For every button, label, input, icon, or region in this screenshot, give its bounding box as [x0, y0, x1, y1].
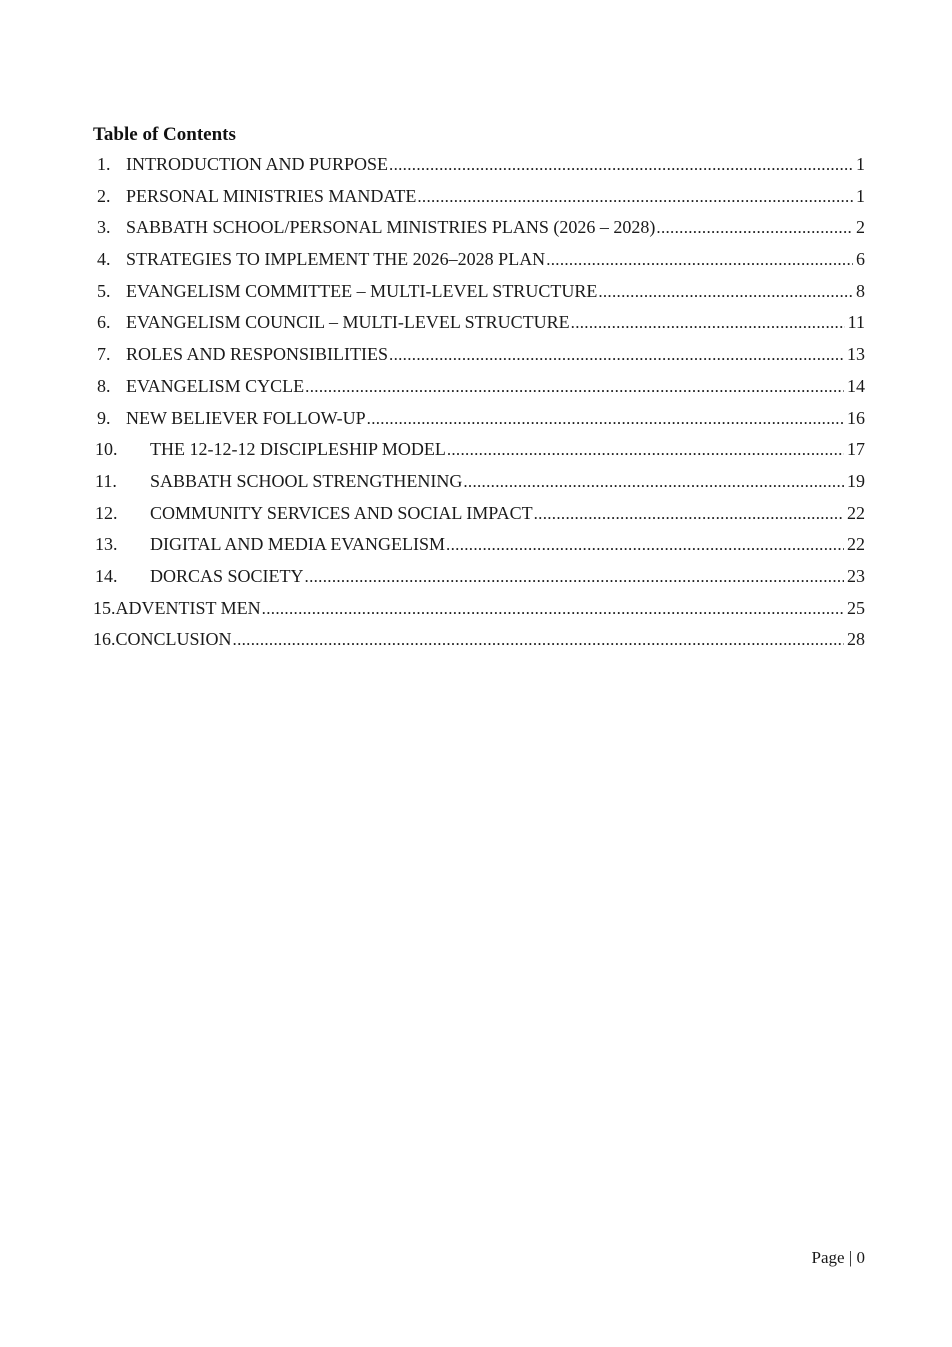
- toc-entry-label: STRATEGIES TO IMPLEMENT THE 2026–2028 PLAN: [126, 249, 546, 270]
- toc-entry-number: 2.: [97, 185, 111, 206]
- toc-entry-label: SABBATH SCHOOL STRENGTHENING: [150, 470, 463, 491]
- toc-entry[interactable]: [93, 212, 865, 244]
- toc-title: Table of Contents: [93, 124, 236, 145]
- dot-leader: [305, 371, 844, 403]
- toc-entry-label: PERSONAL MINISTRIES MANDATE: [126, 185, 417, 206]
- toc-entry[interactable]: [93, 403, 865, 435]
- toc-entry-label: DORCAS SOCIETY: [150, 565, 304, 586]
- toc-entry-label: NEW BELIEVER FOLLOW-UP: [126, 407, 366, 428]
- toc-entry-number: 1.: [97, 154, 111, 174]
- toc-entry[interactable]: [93, 149, 865, 181]
- toc-entry-number: 16.: [93, 629, 116, 650]
- toc-entry-label: CONCLUSION: [115, 629, 232, 650]
- toc-entry-number: 4.: [97, 249, 111, 270]
- toc-entry-page: 25: [847, 597, 865, 618]
- toc-entry[interactable]: [93, 371, 865, 403]
- toc-entry-number: 12.: [95, 502, 118, 523]
- toc-entry-page: 6: [856, 249, 865, 270]
- dot-leader: [262, 593, 844, 625]
- toc-entry[interactable]: [93, 498, 865, 530]
- toc-entry-label: ROLES AND RESPONSIBILITIES: [126, 344, 389, 365]
- toc-entry-number: 7.: [97, 344, 111, 365]
- toc-entry[interactable]: [93, 434, 865, 466]
- toc-entry-page: 23: [847, 565, 865, 586]
- toc-entry-page: 8: [856, 280, 865, 301]
- toc-entry-label: EVANGELISM COUNCIL – MULTI-LEVEL STRUCTURE: [126, 312, 570, 333]
- dot-leader: [305, 561, 844, 593]
- toc-entry-page: 19: [847, 470, 865, 491]
- toc-entry-number: 13.: [95, 534, 118, 555]
- dot-leader: [389, 149, 853, 181]
- toc-entry[interactable]: [93, 561, 865, 593]
- dot-leader: [571, 307, 845, 339]
- toc-entry-label: ADVENTIST MEN: [115, 597, 261, 618]
- toc-entry[interactable]: [93, 624, 865, 656]
- toc-entry-page: 11: [847, 312, 865, 333]
- toc-entry[interactable]: [93, 529, 865, 561]
- dot-leader: [463, 466, 844, 498]
- toc-entry-page: 17: [847, 439, 865, 460]
- dot-leader: [447, 434, 844, 466]
- toc-entry-number: 10.: [95, 439, 118, 460]
- toc-entry-page: 16: [847, 407, 865, 428]
- dot-leader: [233, 624, 844, 656]
- toc-entry-label: EVANGELISM CYCLE: [126, 375, 305, 396]
- toc-entry-page: 14: [847, 375, 865, 396]
- toc-entry-label: EVANGELISM COMMITTEE – MULTI-LEVEL STRUCTURE: [126, 280, 598, 301]
- toc-entry-number: 14.: [95, 565, 118, 586]
- toc-entry-page: 13: [847, 344, 865, 365]
- toc-entry-number: 8.: [97, 375, 111, 396]
- toc-entry-page: 1: [856, 154, 865, 174]
- toc-entry-number: 3.: [97, 217, 111, 238]
- toc-list: [93, 149, 865, 656]
- toc-entry-label: SABBATH SCHOOL/PERSONAL MINISTRIES PLANS (2026 – 2028): [126, 217, 656, 238]
- toc-entry-label: COMMUNITY SERVICES AND SOCIAL IMPACT: [150, 502, 533, 523]
- toc-entry[interactable]: [93, 276, 865, 308]
- dot-leader: [389, 339, 844, 371]
- dot-leader: [534, 498, 844, 530]
- dot-leader: [656, 212, 853, 244]
- toc-entry[interactable]: [93, 244, 865, 276]
- dot-leader: [598, 276, 853, 308]
- dot-leader: [417, 181, 853, 213]
- dot-leader: [367, 403, 844, 435]
- toc-entry[interactable]: [93, 339, 865, 371]
- toc-entry[interactable]: [93, 466, 865, 498]
- toc-entry[interactable]: [93, 307, 865, 339]
- toc-entry-label: DIGITAL AND MEDIA EVANGELISM: [150, 534, 446, 555]
- dot-leader: [546, 244, 853, 276]
- toc-entry-number: 5.: [97, 280, 111, 301]
- toc-section: [93, 122, 865, 656]
- toc-entry-label: INTRODUCTION AND PURPOSE: [126, 154, 389, 174]
- page-number-footer: Page | 0: [811, 1248, 865, 1267]
- toc-entry-number: 11.: [95, 470, 117, 491]
- toc-entry[interactable]: [93, 593, 865, 625]
- toc-entry-number: 9.: [97, 407, 111, 428]
- toc-entry-page: 2: [856, 217, 865, 238]
- toc-entry-number: 15.: [93, 597, 116, 618]
- toc-entry[interactable]: [93, 181, 865, 213]
- dot-leader: [446, 529, 844, 561]
- toc-entry-page: 22: [847, 534, 865, 555]
- toc-entry-page: 22: [847, 502, 865, 523]
- toc-entry-label: THE 12-12-12 DISCIPLESHIP MODEL: [150, 439, 446, 460]
- toc-entry-number: 6.: [97, 312, 111, 333]
- toc-entry-page: 28: [847, 629, 865, 650]
- toc-entry-page: 1: [856, 185, 865, 206]
